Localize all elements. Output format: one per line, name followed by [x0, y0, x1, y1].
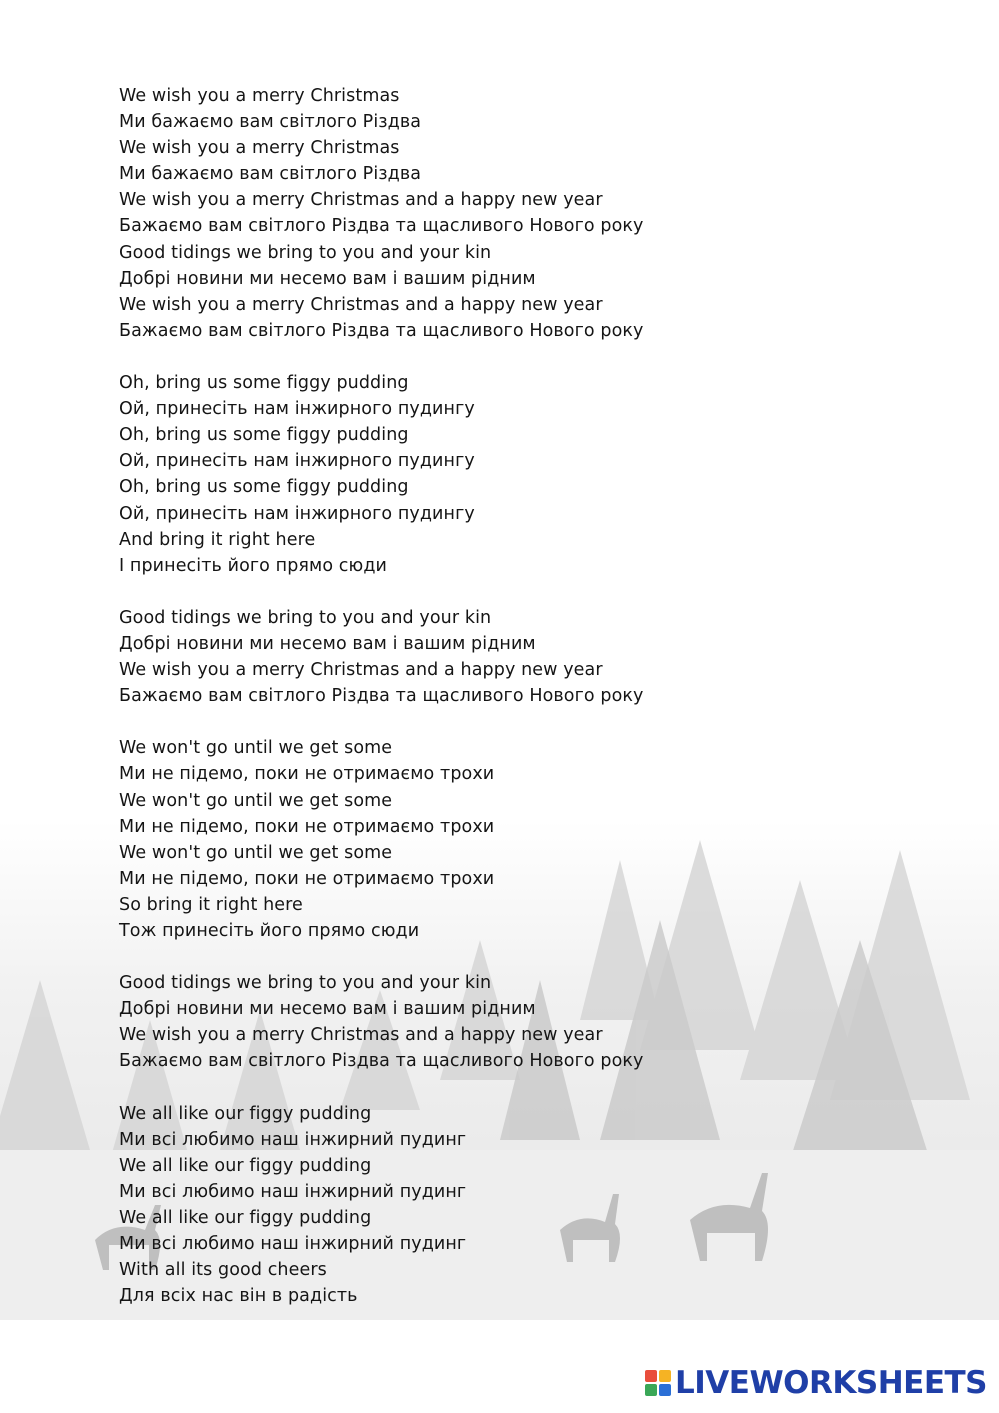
- lyric-line: Ми всі любимо наш інжирний пудинг: [119, 1129, 467, 1150]
- lyric-line: We wish you a merry Christmas: [119, 86, 400, 106]
- stanza: [119, 605, 644, 709]
- lyric-line: We wish you a merry Christmas and a happy new year: [119, 1025, 603, 1046]
- lyric-line: We won't go until we get some: [119, 790, 393, 811]
- lyric-line: We won't go until we get some: [119, 738, 393, 759]
- lyric-line: Добрі новини ми несемо вам і вашим рідним: [119, 268, 536, 289]
- lyric-line: Ми бажаємо вам світлого Різдва: [119, 112, 422, 133]
- lyric-line: Бажаємо вам світлого Різдва та щасливого Нового року: [119, 320, 644, 341]
- lyric-line: We all like our figgy pudding: [119, 1208, 372, 1229]
- lyric-line: Бажаємо вам світлого Різдва та щасливого Нового року: [119, 216, 644, 237]
- lyric-line: We wish you a merry Christmas and a happy new year: [119, 660, 603, 681]
- lyric-line: Для всіх нас він в радість: [119, 1286, 358, 1307]
- lyric-line: Good tidings we bring to you and your kin: [119, 607, 492, 628]
- lyric-line: Good tidings we bring to you and your kin: [119, 242, 492, 263]
- lyric-line: We all like our figgy pudding: [119, 1155, 372, 1176]
- lyric-line: We won't go until we get some: [119, 842, 393, 863]
- lyric-line: Ми всі любимо наш інжирний пудинг: [119, 1181, 467, 1202]
- lyric-line: With all its good cheers: [119, 1260, 327, 1281]
- lyric-line: Добрі новини ми несемо вам і вашим рідним: [119, 633, 536, 654]
- stanza: [119, 370, 644, 579]
- stanza: [119, 1101, 644, 1310]
- lyric-line: Oh, bring us some figgy pudding: [119, 425, 409, 446]
- stanza: [119, 83, 644, 344]
- lyric-line: We wish you a merry Christmas and a happy new year: [119, 294, 603, 315]
- lyric-line: І принесіть його прямо сюди: [119, 555, 388, 576]
- lyric-line: Ой, принесіть нам інжирного пудингу: [119, 503, 475, 524]
- lyric-line: We all like our figgy pudding: [119, 1103, 372, 1124]
- lyric-line: We wish you a merry Christmas and a happy new year: [119, 190, 603, 211]
- logo-text: LIVEWORKSHEETS: [675, 1365, 987, 1401]
- lyric-line: Ой, принесіть нам інжирного пудингу: [119, 399, 475, 420]
- lyric-line: Ми не підемо, поки не отримаємо трохи: [119, 764, 495, 785]
- lyric-line: Good tidings we bring to you and your kin: [119, 973, 492, 994]
- lyric-line: Бажаємо вам світлого Різдва та щасливого Нового року: [119, 686, 644, 707]
- lyrics-text: [119, 83, 644, 1336]
- lyric-line: Ми всі любимо наш інжирний пудинг: [119, 1234, 467, 1255]
- lyric-line: Ми не підемо, поки не отримаємо трохи: [119, 868, 495, 889]
- stanza: [119, 735, 644, 944]
- lyric-line: Oh, bring us some figgy pudding: [119, 477, 409, 498]
- lyric-line: Ми не підемо, поки не отримаємо трохи: [119, 816, 495, 837]
- lyric-line: And bring it right here: [119, 529, 316, 550]
- lyric-line: We wish you a merry Christmas: [119, 138, 400, 159]
- lyric-line: Oh, bring us some figgy pudding: [119, 373, 409, 394]
- lyric-line: Ми бажаємо вам світлого Різдва: [119, 164, 422, 185]
- lyric-line: So bring it right here: [119, 894, 303, 915]
- lyric-line: Тож принесіть його прямо сюди: [119, 921, 420, 941]
- lyric-line: Бажаємо вам світлого Різдва та щасливого Нового року: [119, 1051, 644, 1072]
- logo-mark-icon: [645, 1370, 671, 1396]
- stanza: [119, 970, 644, 1074]
- liveworksheets-logo[interactable]: [645, 1365, 987, 1401]
- lyric-line: Добрі новини ми несемо вам і вашим рідним: [119, 999, 536, 1020]
- lyric-line: Ой, принесіть нам інжирного пудингу: [119, 451, 475, 472]
